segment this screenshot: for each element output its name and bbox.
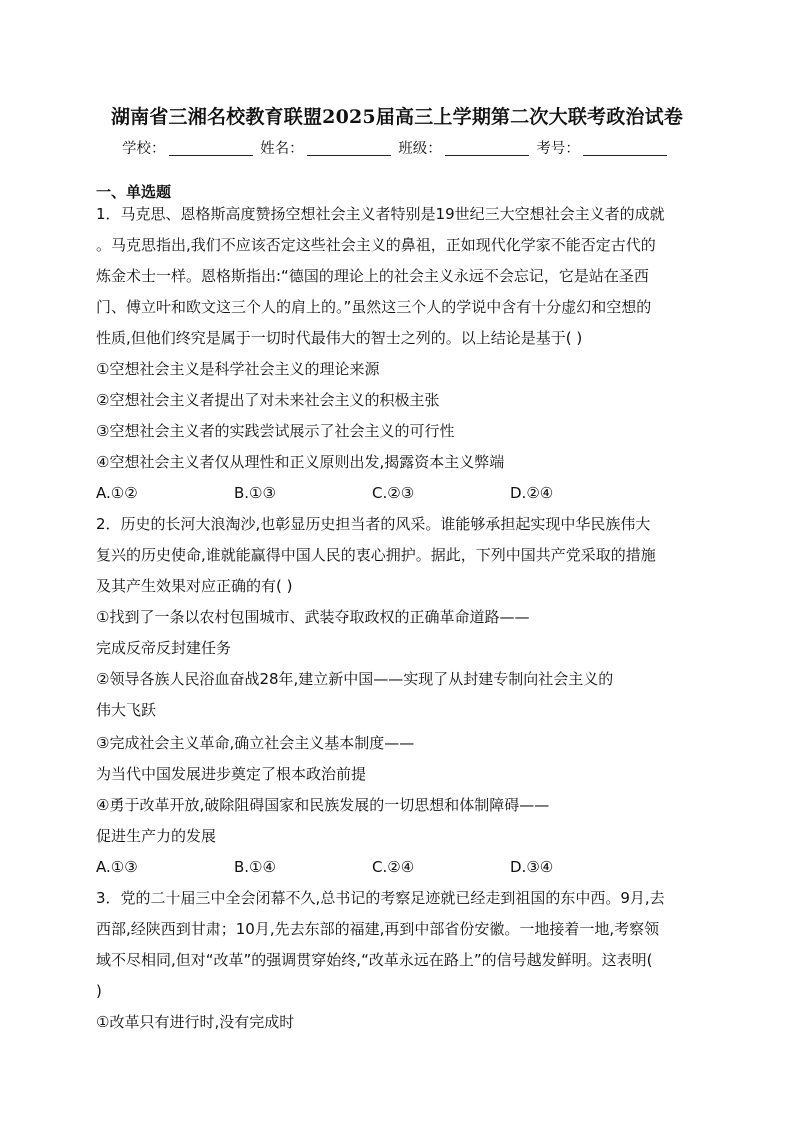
q2-stem-line: 2．历史的长河大浪淘沙,也彰显历史担当者的风采。谁能够承担起实现中华民族伟大 [96, 515, 651, 533]
q1-stem-line: 性质,但他们终究是属于一切时代最伟大的智士之列的。以上结论是基于( ) [96, 329, 583, 347]
q1-item: ②空想社会主义者提出了对未来社会主义的积极主张 [96, 391, 440, 409]
student-info-line [122, 137, 670, 158]
q3-stem-line: 3．党的二十届三中全会闭幕不久,总书记的考察足迹就已经走到祖国的东中西。9月,去 [96, 889, 665, 907]
q2-item: ①找到了一条以农村包围城市、武装夺取政权的正确革命道路—— [96, 608, 530, 626]
q3-stem-line: 西部,经陕西到甘肃；10月,先去东部的福建,再到中部省份安徽。一地接着一地,考察领 [96, 920, 660, 938]
q1-option-c[interactable]: C.②③ [372, 484, 415, 502]
school-blank[interactable] [169, 141, 253, 156]
q2-option-c[interactable]: C.②④ [372, 858, 415, 876]
q2-item: 伟大飞跃 [96, 701, 157, 719]
q3-stem-line: ) [96, 982, 102, 1000]
q1-option-a[interactable]: A.①② [96, 484, 138, 502]
q3-item: ①改革只有进行时,没有完成时 [96, 1013, 295, 1031]
class-blank[interactable] [445, 141, 529, 156]
q2-option-d[interactable]: D.③④ [510, 858, 554, 876]
q2-option-a[interactable]: A.①③ [96, 858, 138, 876]
q2-option-b[interactable]: B.①④ [234, 858, 276, 876]
class-label: 班级： [398, 141, 442, 157]
q1-item: ①空想社会主义是科学社会主义的理论来源 [96, 360, 380, 378]
q2-stem-line: 复兴的历史使命,谁就能赢得中国人民的衷心拥护。据此，下列中国共产党采取的措施 [96, 546, 656, 564]
q2-stem-line: 及其产生效果对应正确的有( ) [96, 577, 293, 595]
exam-no-label: 考号： [536, 141, 580, 157]
q1-item: ④空想社会主义者仅从理性和正义原则出发,揭露资本主义弊端 [96, 453, 505, 471]
page-title: 湖南省三湘名校教育联盟2025届高三上学期第二次大联考政治试卷 [110, 106, 684, 128]
q1-stem-line: 1．马克思、恩格斯高度赞扬空想社会主义者特别是19世纪三大空想社会主义者的成就 [96, 205, 665, 223]
q2-item: 促进生产力的发展 [96, 827, 217, 845]
q2-item: ③完成社会主义革命,确立社会主义基本制度—— [96, 734, 415, 752]
q2-item: ②领导各族人民浴血奋战28年,建立新中国——实现了从封建专制向社会主义的 [96, 670, 614, 688]
q1-stem-line: 。马克思指出,我们不应该否定这些社会主义的鼻祖，正如现代化学家不能否定古代的 [96, 236, 656, 254]
section-heading: 一、单选题 [96, 183, 172, 201]
q1-option-d[interactable]: D.②④ [510, 484, 554, 502]
school-label: 学校： [122, 141, 166, 157]
exam-no-blank[interactable] [583, 141, 667, 156]
name-blank[interactable] [307, 141, 391, 156]
q1-stem-line: 门、傅立叶和欧文这三个人的肩上的。”虽然这三个人的学说中含有十分虚幻和空想的 [96, 298, 652, 316]
name-label: 姓名： [260, 141, 304, 157]
q2-item: 为当代中国发展进步奠定了根本政治前提 [96, 765, 367, 783]
q3-stem-line: 域不尽相同,但对“改革”的强调贯穿始终,“改革永远在路上”的信号越发鲜明。这表明( [96, 951, 653, 969]
q1-option-b[interactable]: B.①③ [234, 484, 276, 502]
q1-stem-line: 炼金术士一样。恩格斯指出:“德国的理论上的社会主义永远不会忘记，它是站在圣西 [96, 267, 649, 285]
q2-item: 完成反帝反封建任务 [96, 639, 232, 657]
q1-item: ③空想社会主义者的实践尝试展示了社会主义的可行性 [96, 422, 455, 440]
q2-item: ④勇于改革开放,破除阻碍国家和民族发展的一切思想和体制障碍—— [96, 796, 550, 814]
